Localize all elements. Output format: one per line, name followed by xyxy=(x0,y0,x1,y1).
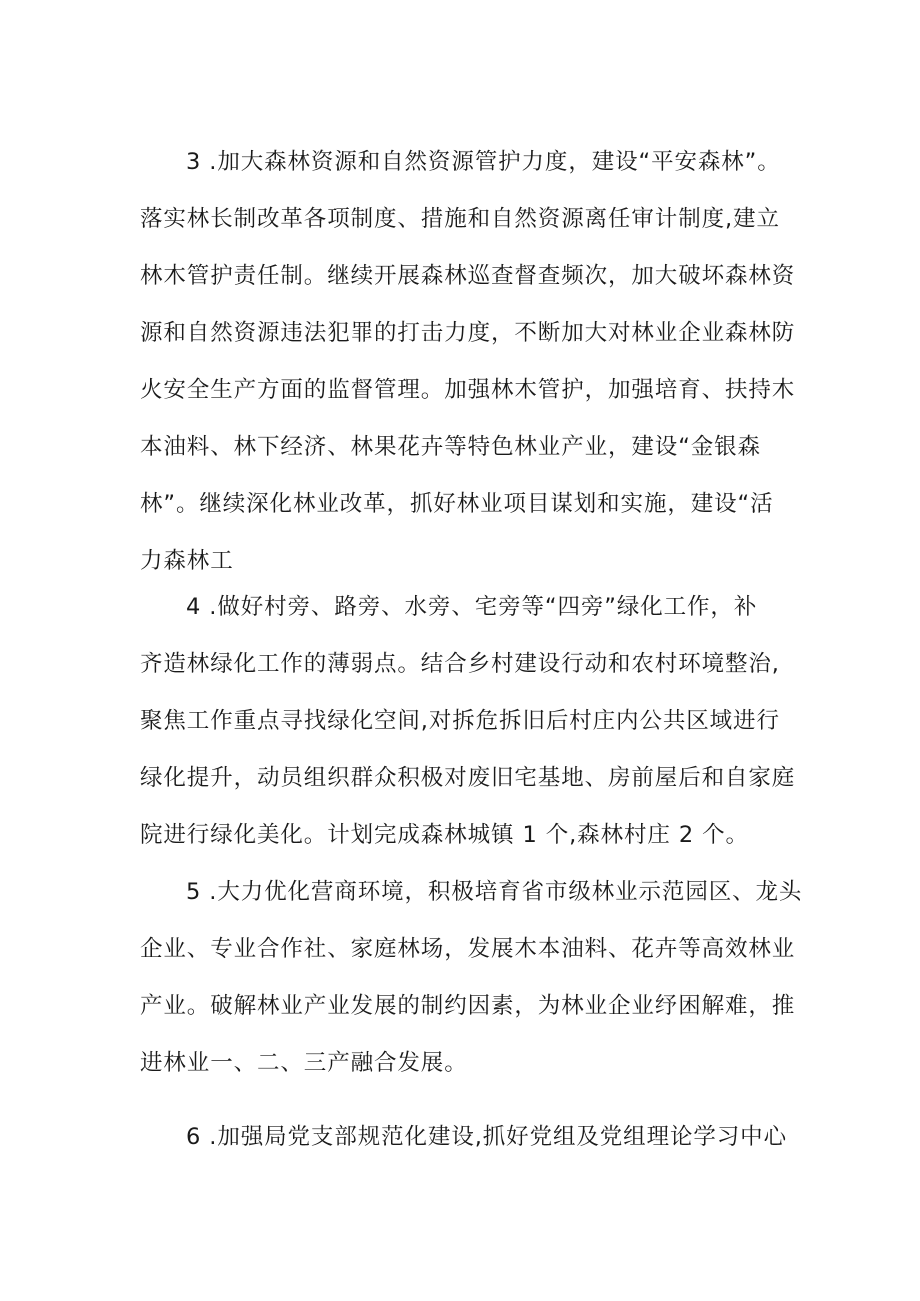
paragraph-item-5 xyxy=(140,864,803,1092)
paragraph-item-4 xyxy=(140,579,796,864)
text-line: 源和自然资源违法犯罪的打击力度，不断加大对林业企业森林防 xyxy=(140,320,796,346)
paragraph-item-6 xyxy=(140,1109,790,1166)
text-line: 火安全生产方面的监督管理。加强林木管护，加强培育、扶持木 xyxy=(140,377,796,403)
text-line: 林木管护责任制。继续开展森林巡查督查频次，加大破坏森林资 xyxy=(140,263,796,289)
text-line: 聚焦工作重点寻找绿化空间,对拆危拆旧后村庄内公共区域进行 xyxy=(140,708,780,734)
text-line: 力森林工 xyxy=(140,548,234,574)
text-line: 5 .大力优化营商环境，积极培育省市级林业示范园区、龙头 xyxy=(186,879,803,905)
text-line: 齐造林绿化工作的薄弱点。结合乡村建设行动和农村环境整治, xyxy=(140,651,780,677)
text-line: 绿化提升，动员组织群众积极对废旧宅基地、房前屋后和自家庭 xyxy=(140,765,796,791)
text-line: 本油料、林下经济、林果花卉等特色林业产业，建设“金银森 xyxy=(140,434,761,460)
text-line: 院进行绿化美化。计划完成森林城镇 1 个,森林村庄 2 个。 xyxy=(140,822,749,848)
text-line: 进林业一、二、三产融合发展。 xyxy=(140,1050,468,1076)
text-line: 4 .做好村旁、路旁、水旁、宅旁等“四旁”绿化工作，补 xyxy=(186,594,758,620)
text-line: 林”。继续深化林业改革，抓好林业项目谋划和实施，建设“活 xyxy=(140,491,774,517)
text-line: 产业。破解林业产业发展的制约因素，为林业企业纾困解难，推 xyxy=(140,993,796,1019)
text-line: 6 .加强局党支部规范化建设,抓好党组及党组理论学习中心 xyxy=(186,1124,787,1150)
text-line: 落实林长制改革各项制度、措施和自然资源离任审计制度,建立 xyxy=(140,206,780,232)
paragraph-item-3 xyxy=(140,134,796,590)
text-line: 3 .加大森林资源和自然资源管护力度，建设“平安森林”。 xyxy=(186,149,781,175)
text-line: 企业、专业合作社、家庭林场，发展木本油料、花卉等高效林业 xyxy=(140,936,796,962)
